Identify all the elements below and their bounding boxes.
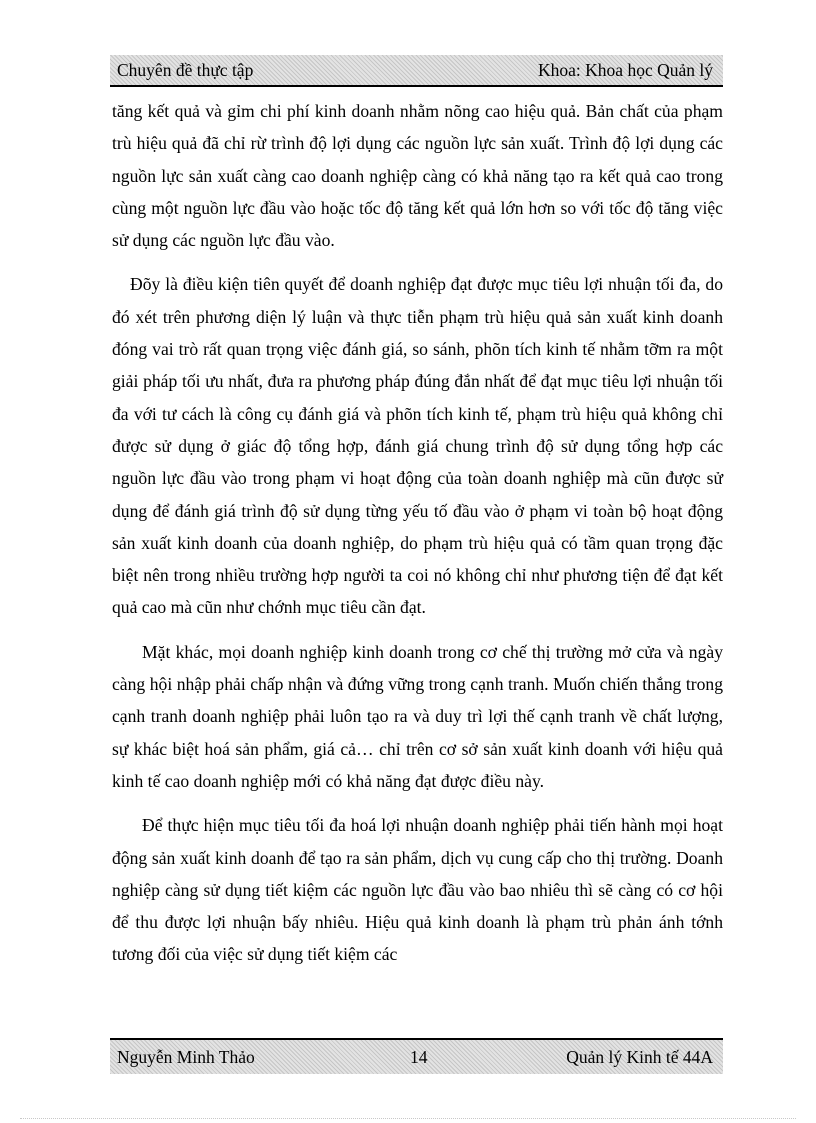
body-paragraph-1: tăng kết quả và gỉm chi phí kinh doanh nhằm nõng cao hiệu quả. Bản chất của phạm trù hiệu quả đã chỉ rừ trình độ lợi dụng các nguồn lực sản xuất. Trình độ lợi dụng các nguồn lực sản xuất càng cao doanh nghiệp càng có khả năng tạo ra kết quả cao trong cùng một nguồn lực đầu vào hoặc tốc độ tăng kết quả lớn hơn so với tốc độ tăng việc sử dụng các nguồn lực đầu vào. (112, 101, 723, 251)
header-document-type: Chuyên đề thực tập (117, 59, 254, 80)
page-footer (110, 1038, 723, 1074)
body-paragraph-4: Để thực hiện mục tiêu tối đa hoá lợi nhuận doanh nghiệp phải tiến hành mọi hoạt động sản xuất kinh doanh để tạo ra sản phẩm, dịch vụ cung cấp cho thị trường. Doanh nghiệp càng sử dụng tiết kiệm các nguồn lực đầu vào bao nhiêu thì sẽ càng có cơ hội để thu được lợi nhuận bấy nhiêu. Hiệu quả kinh doanh là phạm trù phản ánh tớnh tương đối của việc sử dụng tiết kiệm các (112, 815, 723, 965)
footer-author: Nguyễn Minh Thảo (117, 1046, 255, 1067)
body-paragraph-3: Mặt khác, mọi doanh nghiệp kinh doanh trong cơ chế thị trường mở cửa và ngày càng hội nhập phải chấp nhận và đứng vững trong cạnh tranh. Muốn chiến thắng trong cạnh tranh doanh nghiệp phải luôn tạo ra và duy trì lợi thế cạnh tranh về chất lượng, sự khác biệt hoá sản phẩm, giá cả… chỉ trên cơ sở sản xuất kinh doanh với hiệu quả kinh tế cao doanh nghiệp mới có khả năng đạt được điều này. (112, 641, 723, 791)
page-bottom-divider (20, 1118, 796, 1119)
header-faculty: Khoa: Khoa học Quản lý (538, 59, 713, 80)
page-header (110, 55, 723, 87)
footer-class: Quản lý Kinh tế 44A (566, 1046, 713, 1067)
body-paragraph-2: Đõy là điều kiện tiên quyết để doanh nghiệp đạt được mục tiêu lợi nhuận tối đa, do đó xét trên phương diện lý luận và thực tiễn phạm trù hiệu quả sản xuất kinh doanh đóng vai trò rất quan trọng việc đánh giá, so sánh, phõn tích kinh tế nhằm tỡm ra một giải pháp tối ưu nhất, đưa ra phương pháp đúng đắn nhất để đạt mục tiêu lợi nhuận tối đa với tư cách là công cụ đánh giá và phõn tích kinh tế, phạm trù hiệu quả không chỉ được sử dụng ở giác độ tổng hợp, đánh giá chung trình độ sử dụng tổng hợp các nguồn lực đầu vào trong phạm vi hoạt động của toàn doanh nghiệp mà cũn được sử dụng để đánh giá trình độ sử dụng từng yếu tố đầu vào ở phạm vi toàn bộ hoạt động sản xuất kinh doanh của doanh nghiệp, do phạm trù hiệu quả có tầm quan trọng đặc biệt nên trong nhiều trường hợp người ta coi nó không chỉ như phương tiện để đạt kết quả cao mà cũn như chớnh mục tiêu cần đạt. (112, 274, 723, 618)
footer-page-number: 14 (410, 1046, 428, 1067)
page-body (112, 95, 723, 971)
